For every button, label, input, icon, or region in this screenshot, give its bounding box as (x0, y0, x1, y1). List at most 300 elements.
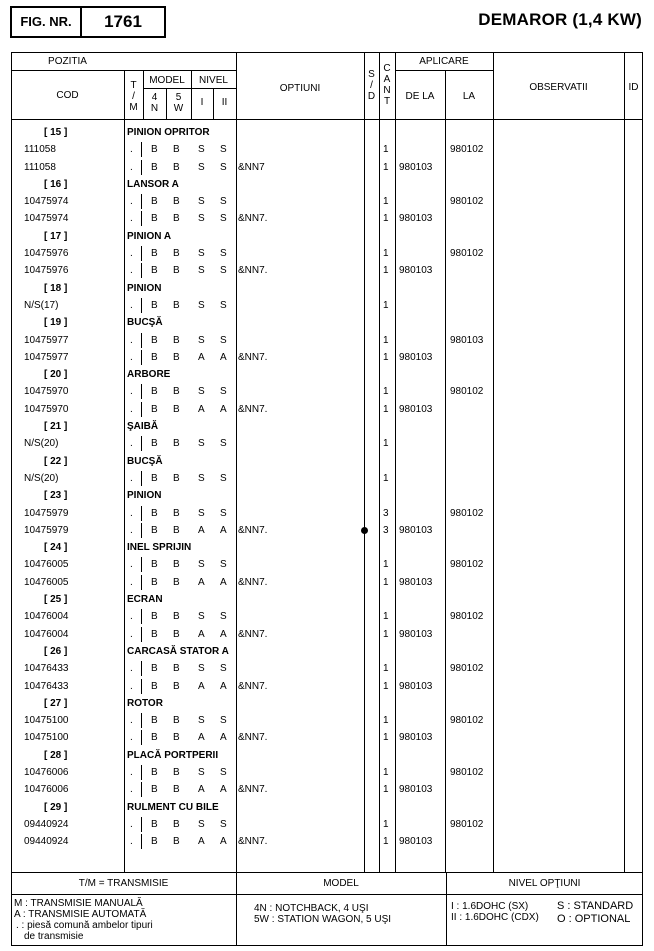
nivel-1-cell: A (198, 524, 205, 536)
model-5w-cell: B (173, 161, 180, 173)
nivel-2-cell: S (220, 196, 227, 208)
quantity-cell: 3 (383, 524, 389, 536)
model-4n-cell: B (151, 507, 158, 519)
group-header-row (0, 695, 654, 712)
option-cell: &NN7 (238, 161, 265, 173)
part-code: 111058 (24, 144, 56, 156)
group-header-row (0, 487, 654, 504)
nivel-1-cell: S (198, 766, 205, 778)
from-date-cell: 980103 (399, 403, 433, 415)
quantity-cell: 1 (383, 576, 389, 588)
model-4n-cell: B (151, 144, 158, 156)
model-5w-cell: B (173, 248, 180, 260)
divider (11, 872, 643, 873)
position-number: [ 15 ] (44, 127, 68, 138)
position-number: [ 25 ] (44, 594, 68, 606)
col-aplicare: APLICARE (419, 56, 469, 67)
part-code: 10476006 (24, 766, 69, 778)
table-row (0, 764, 654, 781)
model-4n-cell: B (151, 438, 158, 450)
position-number: [ 19 ] (44, 317, 68, 329)
part-code: N/S(17) (24, 299, 59, 311)
transmission-cell: . (130, 472, 133, 484)
nivel-1-cell: S (198, 715, 205, 727)
part-code: 10476006 (24, 784, 69, 796)
nivel-2-cell: S (220, 766, 227, 778)
nivel-2-cell: A (220, 524, 227, 536)
part-code: 10475974 (24, 213, 69, 225)
row-divider (141, 246, 142, 261)
nivel-1-cell: A (198, 680, 205, 692)
model-4n-cell: B (151, 248, 158, 260)
col-la: LA (462, 91, 476, 102)
part-name: INEL SPRIJIN (127, 542, 192, 554)
nivel-1-cell: A (198, 732, 205, 744)
quantity-cell: 3 (383, 507, 389, 519)
to-date-cell: 980102 (450, 559, 484, 571)
quantity-cell: 1 (383, 836, 389, 848)
nivel-2-cell: S (220, 818, 227, 830)
option-cell: &NN7. (238, 576, 268, 588)
table-row (0, 262, 654, 279)
model-5w-cell: B (173, 836, 180, 848)
legend-tm: M : TRANSMISIE MANUALĂ A : TRANSMISIE AUTOMATĂ . : piesă comună ambelor tipuri de transmisie (14, 898, 153, 942)
transmission-cell: . (130, 265, 133, 277)
table-row (0, 401, 654, 418)
transmission-cell: . (130, 524, 133, 536)
model-4n-cell: B (151, 836, 158, 848)
nivel-2-cell: S (220, 299, 227, 311)
nivel-2-cell: S (220, 472, 227, 484)
nivel-2-cell: A (220, 403, 227, 415)
part-code: 10476004 (24, 628, 69, 640)
position-number: [ 20 ] (44, 369, 68, 381)
nivel-1-cell: S (198, 611, 205, 623)
quantity-cell: 1 (383, 732, 389, 744)
group-header-row (0, 591, 654, 608)
row-divider (141, 523, 142, 538)
part-name: BUCŞĂ (127, 317, 163, 329)
transmission-cell: . (130, 386, 133, 398)
col-model-4n: 4 N (150, 92, 159, 114)
model-5w-cell: B (173, 196, 180, 208)
divider (11, 894, 643, 895)
row-divider (141, 160, 142, 175)
quantity-cell: 1 (383, 766, 389, 778)
model-5w-cell: B (173, 213, 180, 225)
transmission-cell: . (130, 144, 133, 156)
model-5w-cell: B (173, 766, 180, 778)
model-4n-cell: B (151, 715, 158, 727)
part-name: ROTOR (127, 697, 163, 709)
part-code: 10475979 (24, 507, 69, 519)
table-row (0, 193, 654, 210)
quantity-cell: 1 (383, 438, 389, 450)
quantity-cell: 1 (383, 196, 389, 208)
nivel-2-cell: S (220, 265, 227, 277)
page-title: DEMAROR (1,4 KW) (478, 10, 642, 29)
model-5w-cell: B (173, 732, 180, 744)
part-code: 10476005 (24, 576, 69, 588)
part-code: 10475976 (24, 265, 69, 277)
col-tm: T / M (129, 80, 138, 113)
part-name: PINION (127, 282, 162, 294)
table-row (0, 816, 654, 833)
model-5w-cell: B (173, 334, 180, 346)
from-date-cell: 980103 (399, 680, 433, 692)
nivel-1-cell: S (198, 144, 205, 156)
to-date-cell: 980102 (450, 386, 484, 398)
from-date-cell: 980103 (399, 351, 433, 363)
from-date-cell: 980103 (399, 628, 433, 640)
nivel-1-cell: S (198, 161, 205, 173)
part-code: 10476433 (24, 663, 69, 675)
row-divider (141, 557, 142, 572)
nivel-2-cell: S (220, 438, 227, 450)
nivel-1-cell: S (198, 299, 205, 311)
model-5w-cell: B (173, 144, 180, 156)
from-date-cell: 980103 (399, 524, 433, 536)
part-code: 09440924 (24, 818, 69, 830)
part-code: 10475970 (24, 403, 69, 415)
transmission-cell: . (130, 611, 133, 623)
position-number: [ 26 ] (44, 645, 68, 657)
transmission-cell: . (130, 299, 133, 311)
part-code: N/S(20) (24, 472, 59, 484)
option-cell: &NN7. (238, 836, 268, 848)
to-date-cell: 980102 (450, 766, 484, 778)
to-date-cell: 980102 (450, 663, 484, 675)
nivel-1-cell: S (198, 818, 205, 830)
row-divider (141, 263, 142, 278)
model-5w-cell: B (173, 576, 180, 588)
transmission-cell: . (130, 732, 133, 744)
option-cell: &NN7. (238, 524, 268, 536)
col-optiuni: OPTIUNI (279, 83, 321, 94)
table-row (0, 245, 654, 262)
table-row (0, 141, 654, 158)
group-header-row (0, 453, 654, 470)
part-name: ŞAIBĂ (127, 421, 159, 433)
nivel-2-cell: S (220, 611, 227, 623)
group-header-row (0, 366, 654, 383)
model-4n-cell: B (151, 403, 158, 415)
position-number: [ 16 ] (44, 178, 68, 190)
col-nivel: NIVEL (199, 75, 228, 86)
position-number: [ 22 ] (44, 455, 68, 467)
row-divider (141, 679, 142, 694)
part-code: 10475970 (24, 386, 69, 398)
row-divider (141, 713, 142, 728)
group-header-row (0, 747, 654, 764)
model-5w-cell: B (173, 438, 180, 450)
to-date-cell: 980102 (450, 818, 484, 830)
model-4n-cell: B (151, 213, 158, 225)
col-nivel-1: I (200, 97, 204, 108)
fig-number: 1761 (82, 6, 166, 38)
row-divider (141, 661, 142, 676)
col-sd: S / D (367, 69, 376, 102)
quantity-cell: 1 (383, 784, 389, 796)
nivel-1-cell: S (198, 472, 205, 484)
quantity-cell: 1 (383, 386, 389, 398)
table-row (0, 470, 654, 487)
model-4n-cell: B (151, 524, 158, 536)
part-code: 10475976 (24, 248, 69, 260)
transmission-cell: . (130, 715, 133, 727)
model-5w-cell: B (173, 680, 180, 692)
part-name: BUCŞĂ (127, 455, 163, 467)
row-divider (141, 471, 142, 486)
part-name: PLACĂ PORTPERII (127, 749, 219, 761)
table-row (0, 297, 654, 314)
divider (11, 119, 643, 120)
row-divider (141, 730, 142, 745)
part-code: 10476004 (24, 611, 69, 623)
part-code: 10476433 (24, 680, 69, 692)
model-5w-cell: B (173, 628, 180, 640)
model-5w-cell: B (173, 299, 180, 311)
model-4n-cell: B (151, 663, 158, 675)
nivel-2-cell: S (220, 144, 227, 156)
row-divider (141, 211, 142, 226)
part-name: PINION A (127, 230, 172, 242)
model-4n-cell: B (151, 818, 158, 830)
table-row (0, 781, 654, 798)
group-header-row (0, 124, 654, 141)
position-number: [ 23 ] (44, 490, 68, 502)
table-row (0, 712, 654, 729)
model-4n-cell: B (151, 732, 158, 744)
nivel-1-cell: A (198, 628, 205, 640)
model-4n-cell: B (151, 559, 158, 571)
quantity-cell: 1 (383, 818, 389, 830)
row-divider (141, 194, 142, 209)
part-code: 10475977 (24, 351, 69, 363)
nivel-2-cell: A (220, 784, 227, 796)
nivel-1-cell: S (198, 438, 205, 450)
nivel-2-cell: A (220, 680, 227, 692)
row-divider (141, 402, 142, 417)
nivel-1-cell: S (198, 507, 205, 519)
quantity-cell: 1 (383, 265, 389, 277)
quantity-cell: 1 (383, 161, 389, 173)
quantity-cell: 1 (383, 663, 389, 675)
table-row (0, 210, 654, 227)
transmission-cell: . (130, 213, 133, 225)
transmission-cell: . (130, 196, 133, 208)
group-header-row (0, 228, 654, 245)
model-4n-cell: B (151, 334, 158, 346)
from-date-cell: 980103 (399, 784, 433, 796)
row-divider (141, 627, 142, 642)
nivel-1-cell: A (198, 576, 205, 588)
table-row (0, 332, 654, 349)
nivel-2-cell: A (220, 628, 227, 640)
position-number: [ 21 ] (44, 421, 68, 433)
quantity-cell: 1 (383, 611, 389, 623)
row-divider (141, 765, 142, 780)
position-number: [ 29 ] (44, 801, 68, 813)
part-code: 10475100 (24, 715, 69, 727)
nivel-2-cell: A (220, 351, 227, 363)
position-number: [ 17 ] (44, 230, 68, 242)
row-divider (141, 384, 142, 399)
row-divider (141, 817, 142, 832)
part-name: ARBORE (127, 369, 171, 381)
col-nivel-2: II (221, 97, 228, 108)
model-4n-cell: B (151, 628, 158, 640)
part-code: 10475977 (24, 334, 69, 346)
model-4n-cell: B (151, 161, 158, 173)
table-row (0, 349, 654, 366)
nivel-1-cell: A (198, 403, 205, 415)
legend-model-title: MODEL (323, 878, 359, 889)
model-4n-cell: B (151, 196, 158, 208)
nivel-1-cell: S (198, 196, 205, 208)
nivel-2-cell: S (220, 715, 227, 727)
part-code: 10475979 (24, 524, 69, 536)
model-5w-cell: B (173, 784, 180, 796)
row-divider (141, 436, 142, 451)
nivel-2-cell: S (220, 559, 227, 571)
transmission-cell: . (130, 680, 133, 692)
model-5w-cell: B (173, 663, 180, 675)
model-5w-cell: B (173, 351, 180, 363)
model-4n-cell: B (151, 766, 158, 778)
nivel-2-cell: S (220, 386, 227, 398)
model-5w-cell: B (173, 524, 180, 536)
nivel-1-cell: S (198, 386, 205, 398)
option-cell: &NN7. (238, 732, 268, 744)
quantity-cell: 1 (383, 472, 389, 484)
nivel-2-cell: A (220, 836, 227, 848)
part-code: N/S(20) (24, 438, 59, 450)
nivel-1-cell: A (198, 784, 205, 796)
model-4n-cell: B (151, 784, 158, 796)
nivel-2-cell: S (220, 507, 227, 519)
quantity-cell: 1 (383, 680, 389, 692)
group-header-row (0, 799, 654, 816)
part-name: LANSOR A (127, 178, 179, 190)
group-header-row (0, 176, 654, 193)
transmission-cell: . (130, 559, 133, 571)
transmission-cell: . (130, 628, 133, 640)
model-5w-cell: B (173, 403, 180, 415)
model-5w-cell: B (173, 265, 180, 277)
part-code: 111058 (24, 161, 56, 173)
position-number: [ 27 ] (44, 697, 68, 709)
transmission-cell: . (130, 351, 133, 363)
from-date-cell: 980103 (399, 265, 433, 277)
parts-list (0, 124, 654, 850)
quantity-cell: 1 (383, 248, 389, 260)
model-4n-cell: B (151, 472, 158, 484)
transmission-cell: . (130, 507, 133, 519)
quantity-cell: 1 (383, 403, 389, 415)
part-name: CARCASĂ STATOR A (127, 645, 229, 657)
legend-tm-title: T/M = TRANSMISIE (78, 878, 169, 889)
to-date-cell: 980102 (450, 507, 484, 519)
row-divider (141, 350, 142, 365)
table-row (0, 729, 654, 746)
table-row (0, 574, 654, 591)
col-id: ID (628, 82, 639, 93)
nivel-1-cell: A (198, 351, 205, 363)
to-date-cell: 980102 (450, 196, 484, 208)
part-code: 10475100 (24, 732, 69, 744)
from-date-cell: 980103 (399, 213, 433, 225)
model-5w-cell: B (173, 472, 180, 484)
model-5w-cell: B (173, 611, 180, 623)
quantity-cell: 1 (383, 299, 389, 311)
transmission-cell: . (130, 403, 133, 415)
nivel-1-cell: A (198, 836, 205, 848)
nivel-2-cell: S (220, 213, 227, 225)
transmission-cell: . (130, 161, 133, 173)
row-divider (141, 142, 142, 157)
transmission-cell: . (130, 818, 133, 830)
col-observatii: OBSERVATII (529, 82, 588, 93)
quantity-cell: 1 (383, 144, 389, 156)
option-cell: &NN7. (238, 351, 268, 363)
table-row (0, 678, 654, 695)
row-divider (141, 609, 142, 624)
nivel-1-cell: S (198, 213, 205, 225)
fig-label: FIG. NR. (10, 6, 82, 38)
row-divider (141, 298, 142, 313)
group-header-row (0, 280, 654, 297)
option-cell: &NN7. (238, 213, 268, 225)
model-4n-cell: B (151, 611, 158, 623)
quantity-cell: 1 (383, 213, 389, 225)
to-date-cell: 980102 (450, 611, 484, 623)
model-5w-cell: B (173, 818, 180, 830)
part-code: 10476005 (24, 559, 69, 571)
group-header-row (0, 643, 654, 660)
model-5w-cell: B (173, 507, 180, 519)
table-row (0, 383, 654, 400)
model-4n-cell: B (151, 299, 158, 311)
table-row (0, 505, 654, 522)
table-row (0, 435, 654, 452)
table-row (0, 660, 654, 677)
col-cod: COD (56, 90, 79, 101)
nivel-2-cell: S (220, 248, 227, 260)
legend-nivel: I : 1.6DOHC (SX) II : 1.6DOHC (CDX) (451, 901, 539, 923)
nivel-1-cell: S (198, 265, 205, 277)
row-divider (141, 782, 142, 797)
model-4n-cell: B (151, 576, 158, 588)
group-header-row (0, 418, 654, 435)
quantity-cell: 1 (383, 334, 389, 346)
col-de-la: DE LA (405, 91, 435, 102)
transmission-cell: . (130, 766, 133, 778)
from-date-cell: 980103 (399, 161, 433, 173)
nivel-2-cell: A (220, 732, 227, 744)
table-row (0, 556, 654, 573)
table-row (0, 608, 654, 625)
to-date-cell: 980103 (450, 334, 484, 346)
model-5w-cell: B (173, 559, 180, 571)
legend-nivel-codes: S : STANDARD O : OPTIONAL (557, 900, 634, 925)
table-row (0, 833, 654, 850)
divider (395, 70, 493, 71)
model-5w-cell: B (173, 715, 180, 727)
to-date-cell: 980102 (450, 144, 484, 156)
option-cell: &NN7. (238, 680, 268, 692)
quantity-cell: 1 (383, 559, 389, 571)
